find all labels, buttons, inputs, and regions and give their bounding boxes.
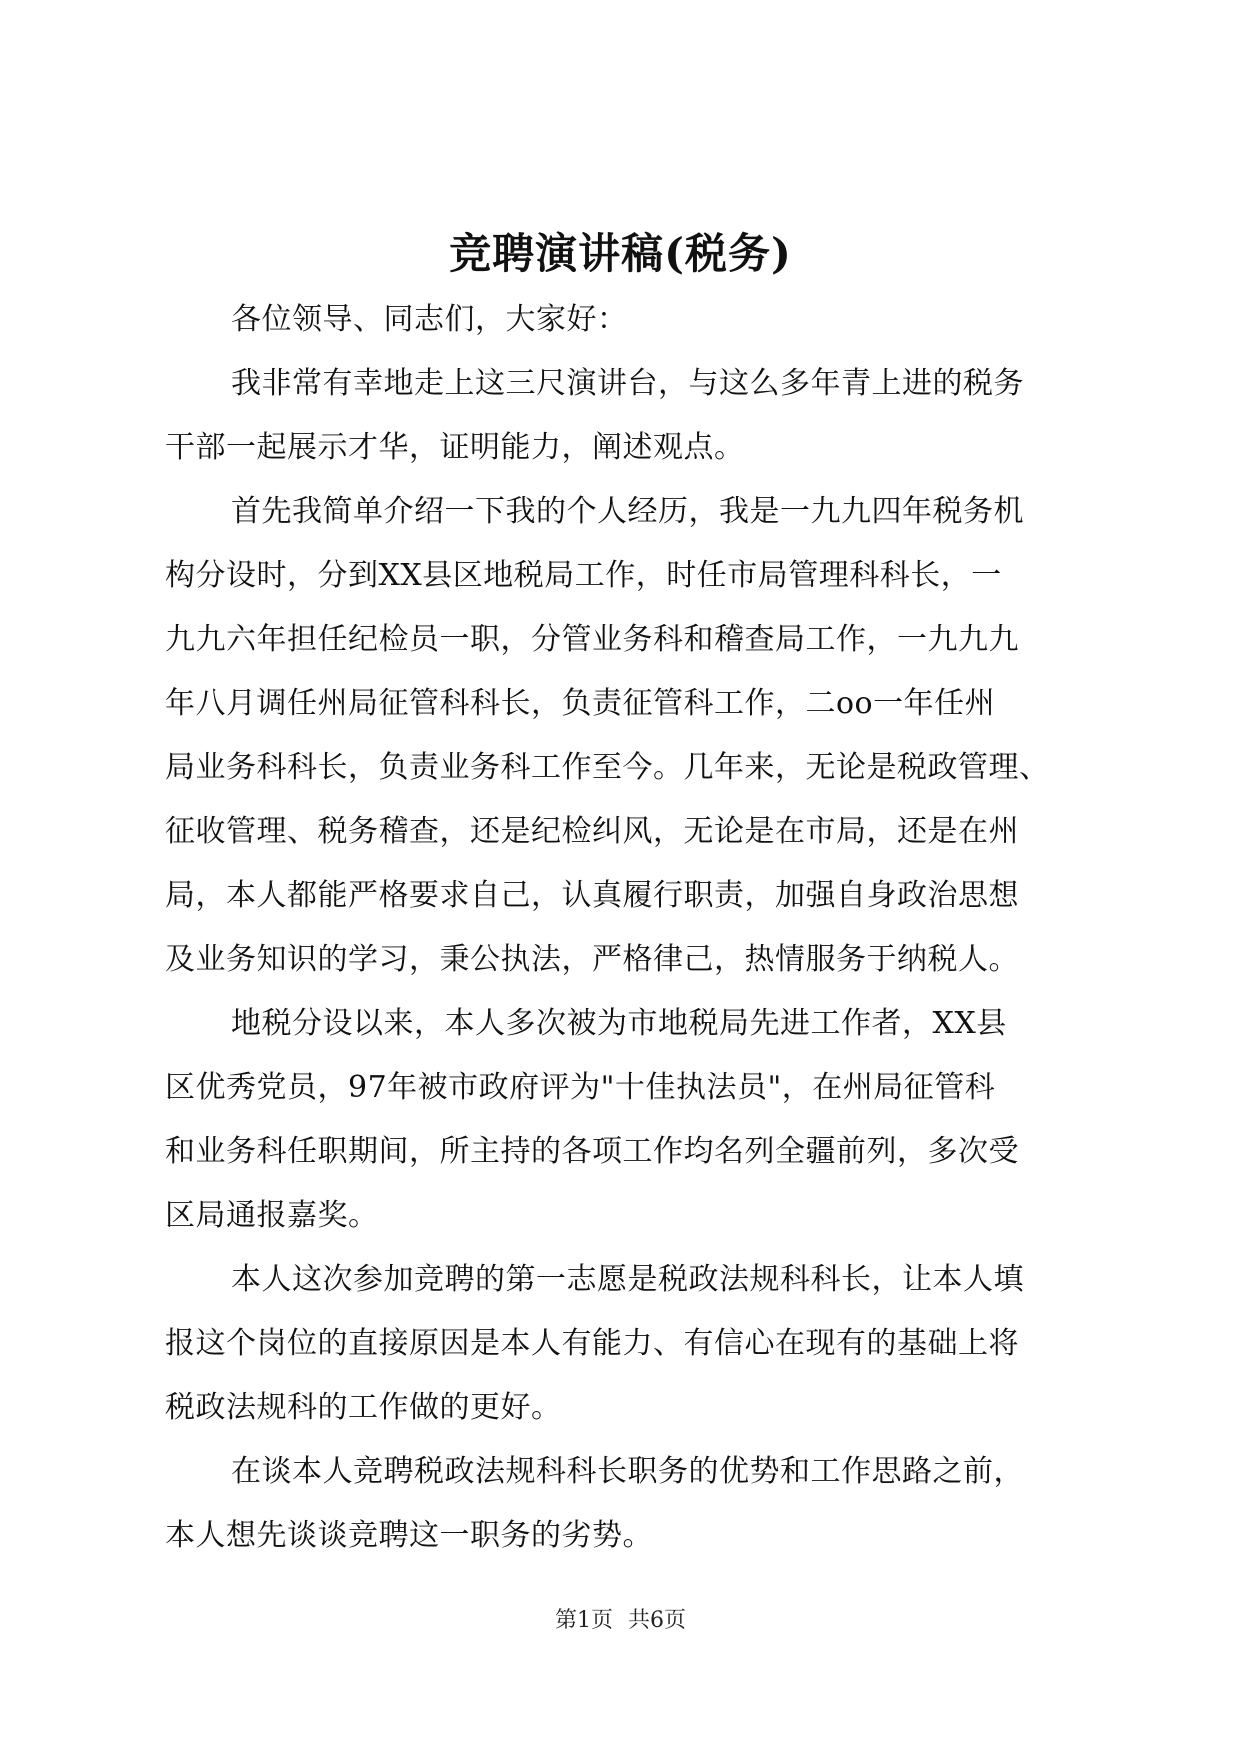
page-number: 第1页 bbox=[555, 1608, 613, 1633]
document-body bbox=[165, 288, 1085, 1568]
paragraph-honors: 地税分设以来，本人多次被为市地税局先进工作者，XX县 区优秀党员，97年被市政府评为"十佳执法员"，在州局征管科 和业务科任职期间，所主持的各项工作均名列全疆前列，多次受 区局通报嘉奖。 bbox=[165, 1006, 1019, 1233]
page-footer bbox=[0, 1606, 1241, 1636]
paragraph-experience: 首先我简单介绍一下我的个人经历，我是一九九四年税务机 构分设时，分到XX县区地税局工作，时任市局管理科科长，一 九九六年担任纪检员一职，分管业务科和稽查局工作，一九九九 年八月调任州局征管科科长，负责征管科工作，二oo一年任州 局业务科科长，负责业务科工作至今。几年来，无论是税政管理、 征收管理、税务稽查，还是纪检纠风，无论是在市局，还是在州 局，本人都能严格要求自己，认真履行职责，加强自身政治思想 及业务知识的学习，秉公执法，严格律己，热情服务于纳税人。 bbox=[165, 494, 1050, 977]
paragraph-greeting: 各位领导、同志们，大家好： bbox=[231, 302, 628, 337]
page-total: 共6页 bbox=[628, 1608, 686, 1633]
paragraph-intro: 我非常有幸地走上这三尺演讲台，与这么多年青上进的税务 干部一起展示才华，证明能力，阐述观点。 bbox=[165, 366, 1024, 465]
paragraph-weaknesses: 在谈本人竞聘税政法规科科长职务的优势和工作思路之前， 本人想先谈谈竞聘这一职务的劣势。 bbox=[165, 1454, 1024, 1553]
document-title: 竞聘演讲稿(税务) bbox=[449, 229, 792, 278]
paragraph-first-choice: 本人这次参加竞聘的第一志愿是税政法规科科长，让本人填 报这个岗位的直接原因是本人有能力、有信心在现有的基础上将 税政法规科的工作做的更好。 bbox=[165, 1262, 1024, 1425]
